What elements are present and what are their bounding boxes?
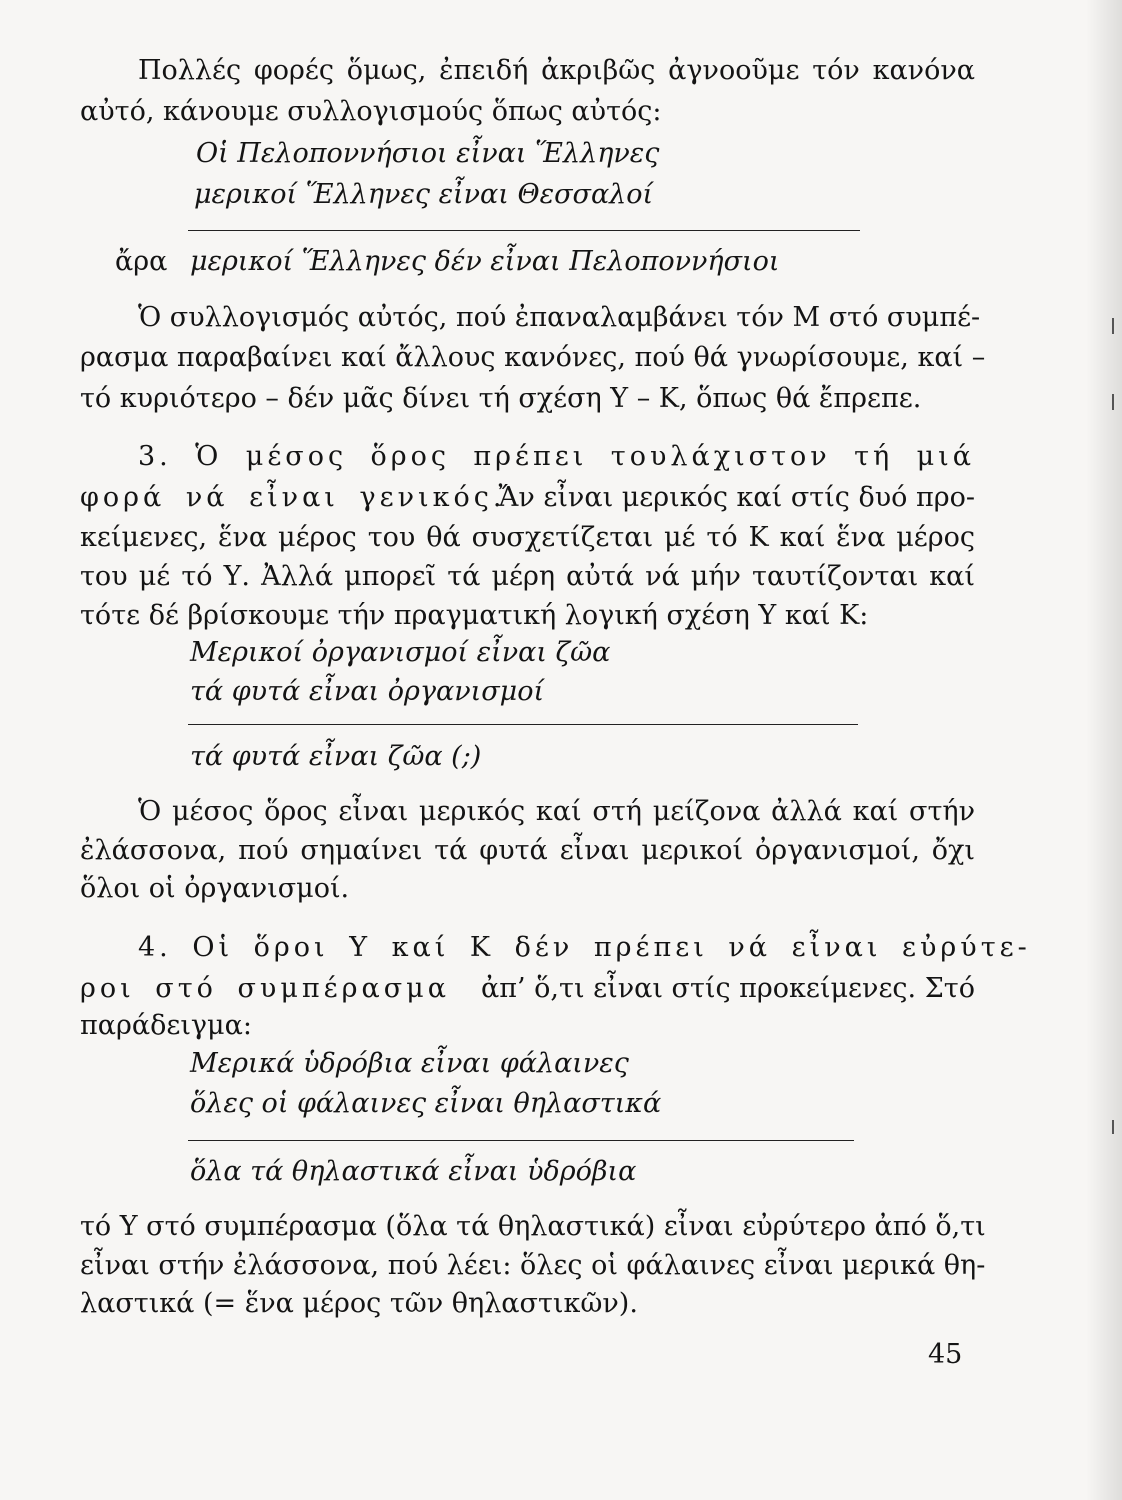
syllogism2-conclusion: τά φυτά εἶναι ζῶα (;) bbox=[190, 741, 482, 772]
page-number: 45 bbox=[928, 1339, 963, 1370]
scan-mark bbox=[1112, 318, 1114, 334]
text-line: Πολλές φορές ὅμως, ἐπειδή ἀκριβῶς ἀγνοοῦμε τόν κανόνα bbox=[138, 55, 975, 86]
text-line: εἶναι στήν ἐλάσσονα, πού λέει: ὅλες οἱ φάλαινες εἶναι μερικά θη- bbox=[80, 1250, 986, 1281]
scan-mark bbox=[1112, 1120, 1114, 1134]
syllogism2-premise2: τά φυτά εἶναι ὀργανισμοί bbox=[190, 676, 545, 707]
syllogism3-conclusion: ὅλα τά θηλαστικά εἶναι ὑδρόβια bbox=[190, 1156, 637, 1187]
text-line bbox=[80, 972, 975, 1006]
syllogism1-conclusion: μερικοί Ἕλληνες δέν εἶναι Πελοποννήσιοι bbox=[190, 246, 780, 277]
syllogism3-premise2: ὅλες οἱ φάλαινες εἶναι θηλαστικά bbox=[190, 1088, 662, 1119]
rule3-rest: Ἄν εἶναι μερικός καί στίς δυό προ- bbox=[498, 482, 975, 513]
rule4-heading: 4. Οἱ ὅροι Υ καί Κ δέν πρέπει νά εἶναι εὐρύτε- bbox=[138, 932, 1031, 963]
syllogism1-rule bbox=[188, 230, 860, 231]
text-line: Ὁ μέσος ὅρος εἶναι μερικός καί στή μείζονα ἀλλά καί στήν bbox=[138, 796, 975, 827]
page-edge-shadow bbox=[1086, 0, 1122, 1500]
rule3-heading: 3. Ὁ μέσος ὅρος πρέπει τουλάχιστον τή μιά bbox=[138, 441, 975, 472]
syllogism3-rule bbox=[188, 1140, 854, 1141]
text-line: ρασμα παραβαίνει καί ἄλλους κανόνες, πού θά γνωρίσουμε, καί – bbox=[80, 342, 986, 373]
text-line: ὅλοι οἱ ὀργανισμοί. bbox=[80, 873, 350, 904]
syllogism1-therefore: ἄρα bbox=[115, 246, 168, 277]
syllogism2-premise1: Μερικοί ὀργανισμοί εἶναι ζῶα bbox=[190, 637, 611, 668]
text-line: αὐτό, κάνουμε συλλογισμούς ὅπως αὐτός: bbox=[80, 96, 662, 127]
text-line: παράδειγμα: bbox=[80, 1010, 252, 1041]
text-line: ἐλάσσονα, πού σημαίνει τά φυτά εἶναι μερικοί ὀργανισμοί, ὄχι bbox=[80, 835, 975, 866]
syllogism1-premise2: μερικοί Ἕλληνες εἶναι Θεσσαλοί bbox=[194, 179, 654, 210]
syllogism1-premise1: Οἱ Πελοποννήσιοι εἶναι Ἕλληνες bbox=[196, 138, 660, 169]
text-line: τό κυριότερο – δέν μᾶς δίνει τή σχέση Υ – Κ, ὅπως θά ἔπρεπε. bbox=[80, 383, 922, 414]
rule4-heading-cont: ροι στό συμπέρασμα bbox=[80, 973, 450, 1004]
text-line: κείμενες, ἕνα μέρος του θά συσχετίζεται μέ τό Κ καί ἕνα μέρος bbox=[80, 522, 975, 553]
rule3-heading-cont: φορά νά εἶναι γενικός. bbox=[80, 482, 506, 513]
text-line: Ὁ συλλογισμός αὐτός, πού ἐπαναλαμβάνει τόν Μ στό συμπέ- bbox=[138, 302, 981, 333]
syllogism3-premise1: Μερικά ὑδρόβια εἶναι φάλαινες bbox=[190, 1048, 629, 1079]
text-line bbox=[80, 481, 975, 515]
text-line: τότε δέ βρίσκουμε τήν πραγματική λογική σχέση Υ καί Κ: bbox=[80, 600, 869, 631]
syllogism2-rule bbox=[188, 724, 858, 725]
rule4-rest: ἀπ’ ὅ,τι εἶναι στίς προκείμενες. Στό bbox=[481, 973, 975, 1004]
text-line: τό Υ στό συμπέρασμα (ὅλα τά θηλαστικά) εἶναι εὐρύτερο ἀπό ὅ,τι bbox=[80, 1211, 986, 1242]
text-line: του μέ τό Υ. Ἀλλά μπορεῖ τά μέρη αὐτά νά μήν ταυτίζονται καί bbox=[80, 561, 975, 592]
scan-mark bbox=[1112, 394, 1114, 410]
text-line: λαστικά (= ἕνα μέρος τῶν θηλαστικῶν). bbox=[80, 1288, 638, 1319]
